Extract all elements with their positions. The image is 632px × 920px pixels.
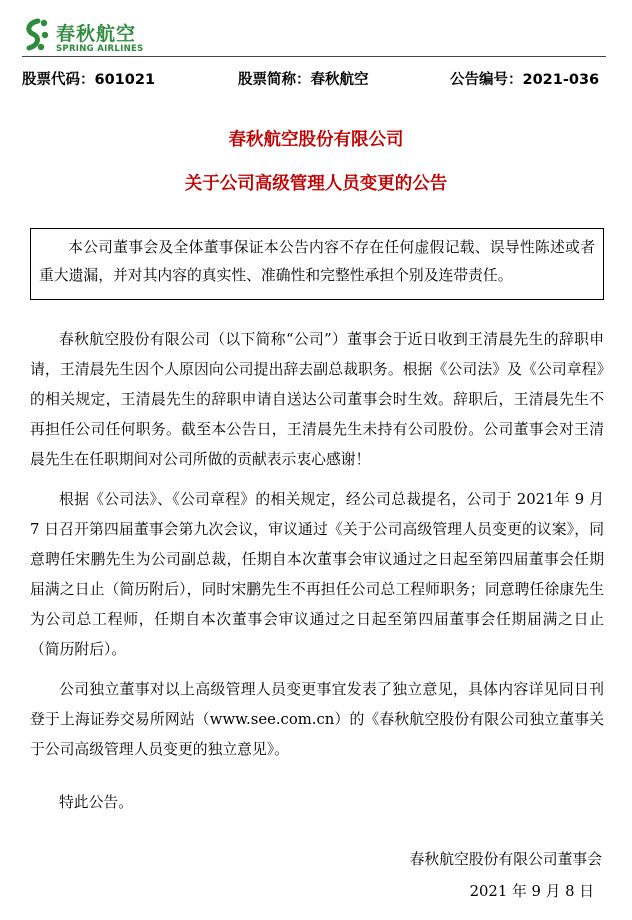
company-title: 春秋航空股份有限公司 [228,130,404,150]
company-logo [22,18,152,54]
stock-name: 股票简称：春秋航空 [238,72,369,88]
logo-name-en: SPRING AIRLINES [56,44,144,54]
spring-airlines-logo-icon [22,18,52,52]
logo-name-cn: 春秋航空 [56,23,137,45]
disclaimer-box [30,228,604,300]
announcement-number: 公告编号：2021-036 [450,72,600,88]
paragraph-closing [30,788,604,818]
paragraph-text: 特此公告。 [59,794,133,811]
paragraph-text: 春秋航空股份有限公司（以下简称“公司”）董事会于近日收到王清晨先生的辞职申请，王清晨先生因个人原因向公司提出辞去副总裁职务。根据《公司法》及《公司章程》的相关规定，王清晨先生的辞职申请自送达公司董事会时生效。辞职后，王清晨先生不再担任公司任何职务。截至本公告日，王清晨先生未持有公司股份。公司董事会对王清晨先生在任职期间对公司所做的贡献表示衷心感谢！ [30,331,604,468]
paragraph-independent-opinion [30,675,604,765]
paragraph-text: 公司独立董事对以上高级管理人员变更事宜发表了独立意见，具体内容详见同日刊登于上海证券交易所网站（www.see.com.cn）的《春秋航空股份有限公司独立董事关于公司高级管理人员变更的独立意见》。 [30,681,604,758]
paragraph-resignation [30,325,604,475]
disclaimer-text: 本公司董事会及全体董事保证本公告内容不存在任何虚假记载、误导性陈述或者重大遗漏，并对其内容的真实性、准确性和完整性承担个别及连带责任。 [39,239,595,284]
stock-code: 股票代码：601021 [22,72,156,88]
paragraph-text: 根据《公司法》、《公司章程》的相关规定，经公司总裁提名，公司于 2021年 9 月 7 日召开第四届董事会第九次会议，审议通过《关于公司高级管理人员变更的议案》，同意聘任宋鹏先生为公司副总裁，任期自本次董事会审议通过之日起至第四届董事会任期届满之日止（简历附后），同时宋鹏先生不再担任公司总工程师职务；同意聘任徐康先生为公司总工程师，任期自本次董事会审议通过之日起至第四届董事会任期届满之日止（简历附后）。 [30,491,604,658]
announcement-title: 关于公司高级管理人员变更的公告 [184,174,448,194]
signature-date: 2021 年 9 月 8 日 [469,883,594,900]
paragraph-appointment [30,485,604,665]
header-divider [22,56,606,57]
signature-issuer: 春秋航空股份有限公司董事会 [409,851,602,868]
